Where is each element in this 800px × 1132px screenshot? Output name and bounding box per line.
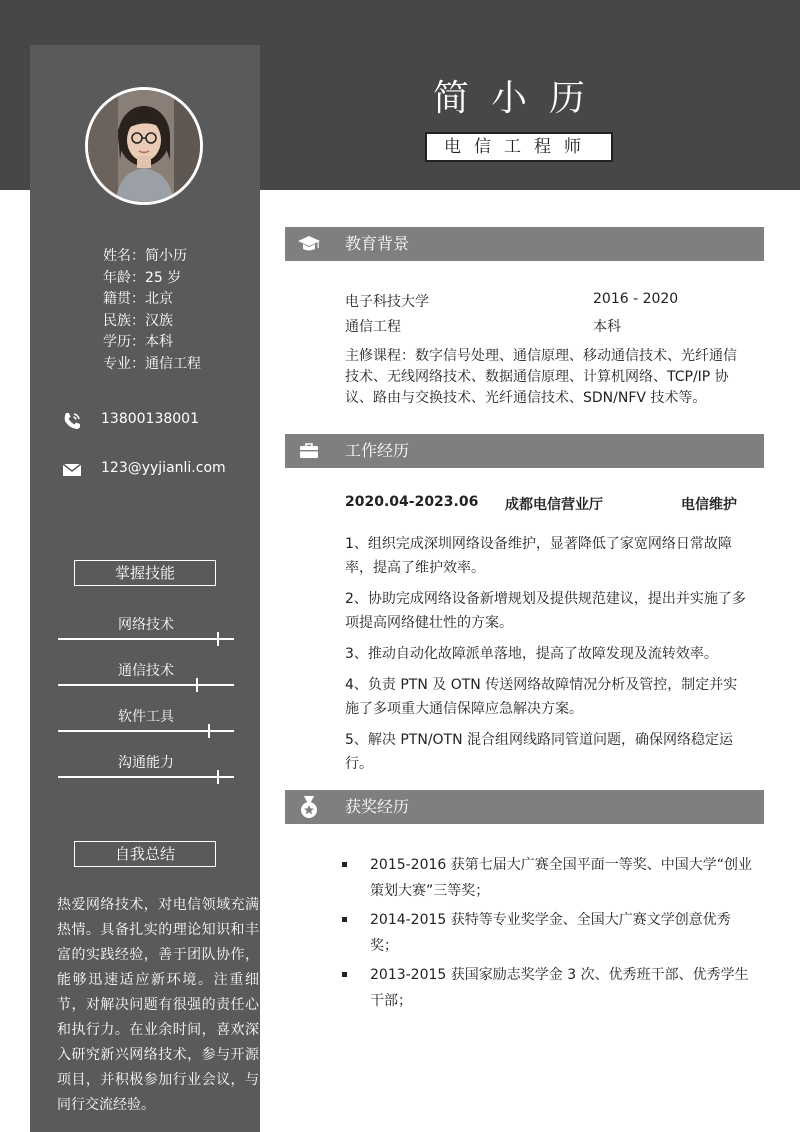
school-name: 电子科技大学 [345,294,429,310]
skill-level-marker [196,678,198,692]
avatar [85,87,203,205]
job-title-box: 电信工程师 [425,132,613,162]
skill-level-marker [217,770,219,784]
info-hometown: 籍贯：北京 [103,291,173,307]
skill-software [58,706,234,726]
personal-info [103,246,201,375]
education-title: 教育背景 [345,234,410,253]
work-title: 工作经历 [345,441,410,460]
school-years: 2016 - 2020 [593,291,679,307]
skills-title: 掌握技能 [74,560,216,586]
skill-communication [58,752,234,772]
skill-bar [58,684,234,686]
info-name: 姓名：简小历 [103,248,187,264]
skill-label: 网络技术 [118,617,174,633]
skill-network [58,614,234,634]
summary-text: 热爱网络技术，对电信领域充满热情。具备扎实的理论知识和丰富的实践经验，善于团队协作，能够迅速适应新环境。注重细节，对解决问题有很强的责任心和执行力。在业余时间，喜欢深入研究新兴网络技术，参与开源项目，并积极参加行业会议，与同行交流经验。 [57,897,259,1113]
work-bullet: 1、组织完成深圳网络设备维护，显著降低了家宽网络日常故障率，提高了维护效率。 [345,536,732,576]
skill-label: 通信技术 [118,663,174,679]
phone-number: 13800138001 [101,411,199,427]
summary-title: 自我总结 [74,841,216,867]
work-bullet: 5、解决 PTN/OTN 混合组网线路同管道问题，确保网络稳定运行。 [345,732,734,772]
award-text: 2013-2015 获国家励志奖学金 3 次、优秀班干部、优秀学生干部； [370,967,749,1009]
medal-icon [297,795,321,819]
work-position: 电信维护 [681,497,737,513]
avatar-photo [88,90,200,202]
work-bullet: 3、推动自动化故障派单落地，提高了故障发现及流转效率。 [345,646,718,662]
awards-header [285,790,764,824]
award-text: 2014-2015 获特等专业奖学金、全国大广赛文学创意优秀奖； [370,912,731,954]
skill-level-marker [208,724,210,738]
awards-title: 获奖经历 [345,797,410,816]
work-bullet: 2、协助完成网络设备新增规划及提供规范建议，提出并实施了多项提高网络健壮性的方案。 [345,591,746,631]
email-address: 123@yyjianli.com [101,460,226,476]
resume-name: 简小历 [432,78,607,119]
skill-bar [58,776,234,778]
info-major: 专业：通信工程 [103,355,201,372]
awards-list [342,852,752,1017]
award-item [342,852,752,904]
courses-text: 主修课程：数字信号处理、通信原理、移动通信技术、光纤通信技术、无线网络技术、数据通信原理、计算机网络、TCP/IP 协议、路由与交换技术、光纤通信技术、SDN/NFV 技术等。 [345,348,737,406]
skill-level-marker [217,632,219,646]
phone-icon [62,411,82,435]
bullet-icon [342,917,347,922]
info-ethnicity: 民族：汉族 [103,312,173,329]
info-age: 年龄：25 岁 [103,269,182,286]
work-period: 2020.04-2023.06 [345,494,479,510]
degree-name: 本科 [593,319,621,335]
work-bullets [345,532,750,783]
bullet-icon [342,972,347,977]
work-bullet: 4、负责 PTN 及 OTN 传送网络故障情况分析及管控，制定并实施了多项重大通信保障应急解决方案。 [345,677,738,717]
work-header [285,434,764,468]
mail-icon [62,460,82,482]
award-item [342,962,752,1014]
education-header [285,227,764,261]
briefcase-icon [297,439,321,463]
skill-label: 软件工具 [118,709,174,725]
award-item [342,907,752,959]
major-name: 通信工程 [345,319,401,335]
skill-label: 沟通能力 [118,755,174,771]
award-text: 2015-2016 获第七届大广赛全国平面一等奖、中国大学“创业策划大赛”三等奖； [370,857,753,899]
skill-telecom [58,660,234,680]
bullet-icon [342,862,347,867]
skill-bar [58,638,234,640]
info-education: 学历：本科 [103,334,173,350]
graduation-cap-icon [297,232,321,256]
work-company: 成都电信营业厅 [505,497,603,513]
